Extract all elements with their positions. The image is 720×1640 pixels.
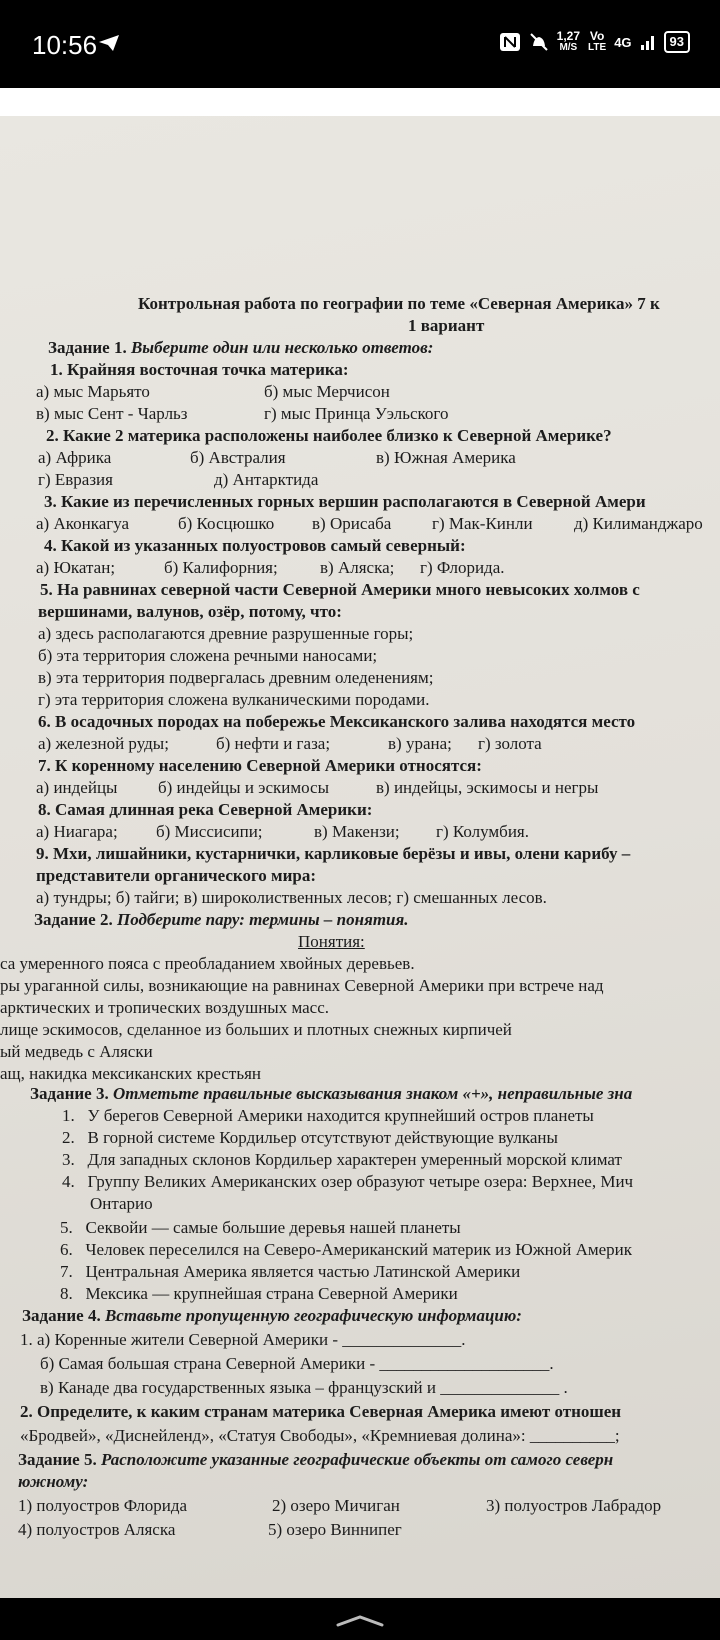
option-3b: б) Косцюшко — [178, 514, 275, 533]
object-5: 5) озеро Виннипег — [268, 1520, 402, 1539]
option-4a: а) Юкатан; — [36, 558, 116, 577]
question-9: 9. Мхи, лишайники, кустарнички, карликовые берёзы и ивы, олени карибу – — [36, 844, 631, 863]
option-2b: б) Австралия — [190, 448, 286, 467]
statement-3: 3. Для западных склонов Кордильер характерен умеренный морской климат — [62, 1150, 622, 1169]
task5-heading: Задание 5. Расположите указанные географические объекты от самого северн — [18, 1450, 614, 1469]
option-5d: г) эта территория сложена вулканическими породами. — [38, 690, 430, 709]
question-5-cont: вершинами, валунов, озёр, потому, что: — [38, 602, 342, 621]
option-3e: д) Килиманджаро — [574, 514, 703, 533]
option-7c: в) индейцы, эскимосы и негры — [376, 778, 599, 797]
fill-2: 2. Определите, к каким странам материка Северная Америка имеют отношен — [20, 1402, 622, 1421]
option-4b: б) Калифорния; — [164, 558, 278, 577]
option-5b: б) эта территория сложена речными наносами; — [38, 646, 378, 665]
option-6d: г) золота — [478, 734, 542, 753]
task5-heading-cont: южному: — [18, 1472, 89, 1491]
doc-title: Контрольная работа по географии по теме «Северная Америка» 7 к — [138, 294, 660, 313]
option-6c: в) урана; — [388, 734, 452, 753]
statement-7: 7. Центральная Америка является частью Латинской Америки — [60, 1262, 521, 1281]
option-9: а) тундры; б) тайги; в) широколиственных лесов; г) смешанных лесов. — [36, 888, 547, 907]
question-1: 1. Крайняя восточная точка материка: — [50, 360, 349, 379]
option-5a: а) здесь располагаются древние разрушенные горы; — [38, 624, 414, 643]
option-5c: в) эта территория подвергалась древним оледенениям; — [38, 668, 434, 687]
mute-bell-icon — [529, 32, 549, 52]
option-1b: б) мыс Мерчисон — [264, 382, 390, 401]
option-1a: а) мыс Марьято — [36, 382, 150, 401]
option-4d: г) Флорида. — [420, 558, 505, 577]
object-3: 3) полуостров Лабрадор — [486, 1496, 662, 1515]
option-2e: д) Антарктида — [214, 470, 319, 489]
fill-1b: б) Самая большая страна Северной Америки - ____________________. — [40, 1354, 554, 1373]
fill-1a: 1. а) Коренные жители Северной Америки - ______________. — [20, 1330, 466, 1349]
statement-6: 6. Человек переселился на Северо-Американский материк из Южной Америк — [60, 1240, 633, 1259]
option-8a: а) Ниагара; — [36, 822, 118, 841]
option-6a: а) железной руды; — [38, 734, 169, 753]
concept-2-cont: арктических и тропических воздушных масс. — [0, 998, 329, 1017]
network-type: 4G — [614, 34, 632, 50]
object-4: 4) полуостров Аляска — [18, 1520, 176, 1539]
question-3: 3. Какие из перечисленных горных вершин располагаются в Северной Амери — [44, 492, 646, 511]
option-8b: б) Миссисипи; — [156, 822, 263, 841]
status-bar — [0, 0, 720, 88]
concept-3: лище эскимосов, сделанное из больших и плотных снежных кирпичей — [0, 1020, 512, 1039]
volte-indicator: Vo LTE — [588, 29, 607, 53]
fill-1c: в) Канаде два государственных языка – французский и ______________ . — [40, 1378, 568, 1397]
statement-4: 4. Группу Великих Американских озер образуют четыре озера: Верхнее, Мич — [62, 1172, 634, 1191]
option-8d: г) Колумбия. — [436, 822, 529, 841]
option-2a: а) Африка — [38, 448, 112, 467]
concept-5: ащ, накидка мексиканских крестьян — [0, 1064, 262, 1083]
statement-8: 8. Мексика — крупнейшая страна Северной Америки — [60, 1284, 458, 1303]
clock: 10:56 — [32, 30, 98, 60]
question-7: 7. К коренному населению Северной Америки относятся: — [38, 756, 482, 775]
object-2: 2) озеро Мичиган — [272, 1496, 400, 1515]
option-6b: б) нефти и газа; — [216, 734, 331, 753]
task3-heading: Задание 3. Отметьте правильные высказывания знаком «+», неправильные зна — [30, 1084, 633, 1103]
option-8c: в) Макензи; — [314, 822, 400, 841]
question-8: 8. Самая длинная река Северной Америки: — [38, 800, 373, 819]
option-1c: в) мыс Сент - Чарльз — [36, 404, 188, 423]
variant-label: 1 вариант — [408, 316, 485, 335]
option-3c: в) Орисаба — [312, 514, 392, 533]
task4-heading: Задание 4. Вставьте пропущенную географическую информацию: — [22, 1306, 522, 1325]
image-viewer — [0, 88, 720, 1598]
option-2c: в) Южная Америка — [376, 448, 516, 467]
option-3a: а) Аконкагуа — [36, 514, 130, 533]
nfc-icon — [499, 32, 521, 52]
task1-heading: Задание 1. Выберите один или несколько ответов: — [48, 338, 434, 357]
option-2d: г) Евразия — [38, 470, 113, 489]
signal-icon — [640, 34, 656, 50]
option-7b: б) индейцы и эскимосы — [158, 778, 330, 797]
task2-heading: Задание 2. Подберите пару: термины – понятия. — [34, 910, 409, 929]
concept-1: са умеренного пояса с преобладанием хвойных деревьев. — [0, 954, 415, 973]
option-3d: г) Мак-Кинли — [432, 514, 533, 533]
statement-2: 2. В горной системе Кордильер отсутствуют действующие вулканы — [62, 1128, 558, 1147]
question-6: 6. В осадочных породах на побережье Мексиканского залива находятся место — [38, 712, 636, 731]
concepts-heading: Понятия: — [298, 932, 365, 951]
object-1: 1) полуостров Флорида — [18, 1496, 188, 1515]
option-4c: в) Аляска; — [320, 558, 395, 577]
statement-5: 5. Секвойи — самые большие деревья нашей планеты — [60, 1218, 461, 1237]
concept-4: ый медведь с Аляски — [0, 1042, 153, 1061]
question-5: 5. На равнинах северной части Северной Америки много невысоких холмов с — [40, 580, 640, 599]
question-4: 4. Какой из указанных полуостровов самый северный: — [44, 536, 466, 555]
telegram-send-icon — [98, 34, 120, 52]
test-paper-photo — [0, 116, 720, 1598]
battery-icon: 93 — [664, 31, 690, 53]
question-9-cont: представители органического мира: — [36, 866, 316, 885]
speed-indicator: 1,27 M/S — [556, 29, 581, 53]
statement-1: 1. У берегов Северной Америки находится крупнейший остров планеты — [62, 1106, 594, 1125]
gesture-handle-icon[interactable] — [336, 1615, 384, 1627]
question-2: 2. Какие 2 материка расположены наиболее близко к Северной Америке? — [46, 426, 612, 445]
option-7a: а) индейцы — [36, 778, 118, 797]
fill-2-cont: «Бродвей», «Диснейленд», «Статуя Свободы», «Кремниевая долина»: __________; — [20, 1426, 620, 1445]
option-1d: г) мыс Принца Уэльского — [264, 404, 449, 423]
statement-4-cont: Онтарио — [90, 1194, 153, 1213]
concept-2: ры ураганной силы, возникающие на равнинах Северной Америки при встрече над — [0, 976, 604, 995]
